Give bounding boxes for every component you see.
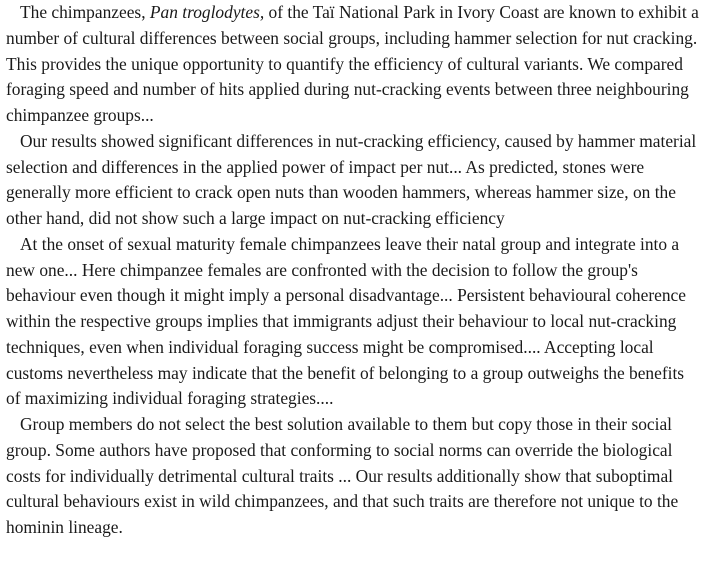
paragraph-4: Group members do not select the best solution available to them but copy those in their social group. Some authors have proposed that conforming to social norms can override the biological costs for individually detrimental cultural traits ... Our results additionally show that suboptimal cultural behaviours exist in wild chimpanzees, and that such traits are therefore not unique to the hominin lineage.	[6, 414, 679, 537]
species-name: Pan troglodytes,	[149, 2, 265, 22]
paragraph-2: Our results showed significant differences in nut-cracking efficiency, caused by hammer material selection and differences in the applied power of impact per nut... As predicted, stones were generally more efficient to crack open nuts than wooden hammers, whereas hammer size, on the other hand, did not show such a large impact on nut-cracking efficiency	[6, 130, 697, 228]
paragraph-1-lead-text: The chimpanzees,	[20, 2, 150, 22]
paragraph-3: At the onset of sexual maturity female chimpanzees leave their natal group and integrate into a new one... Here chimpanzee females are confronted with the decision to follow the group's behaviour even though it might imply a personal disadvantage... Persistent behavioural coherence within the respective groups implies that immigrants adjust their behaviour to local nut-cracking techniques, even when individual foraging success might be compromised.... Accepting local customs nevertheless may indicate that the benefit of belonging to a group outweighs the benefits of maximizing individual foraging strategies....	[6, 233, 686, 409]
paragraph-1	[6, 0, 699, 129]
paragraph-1-text: of the Taï National Park in Ivory Coast are known to exhibit a number of cultural differences between social groups, including hammer selection for nut cracking. This provides the unique opportunity to quantify the efficiency of cultural variants. We compared foraging speed and number of hits applied during nut-cracking events between three neighbouring chimpanzee groups...	[6, 2, 699, 125]
